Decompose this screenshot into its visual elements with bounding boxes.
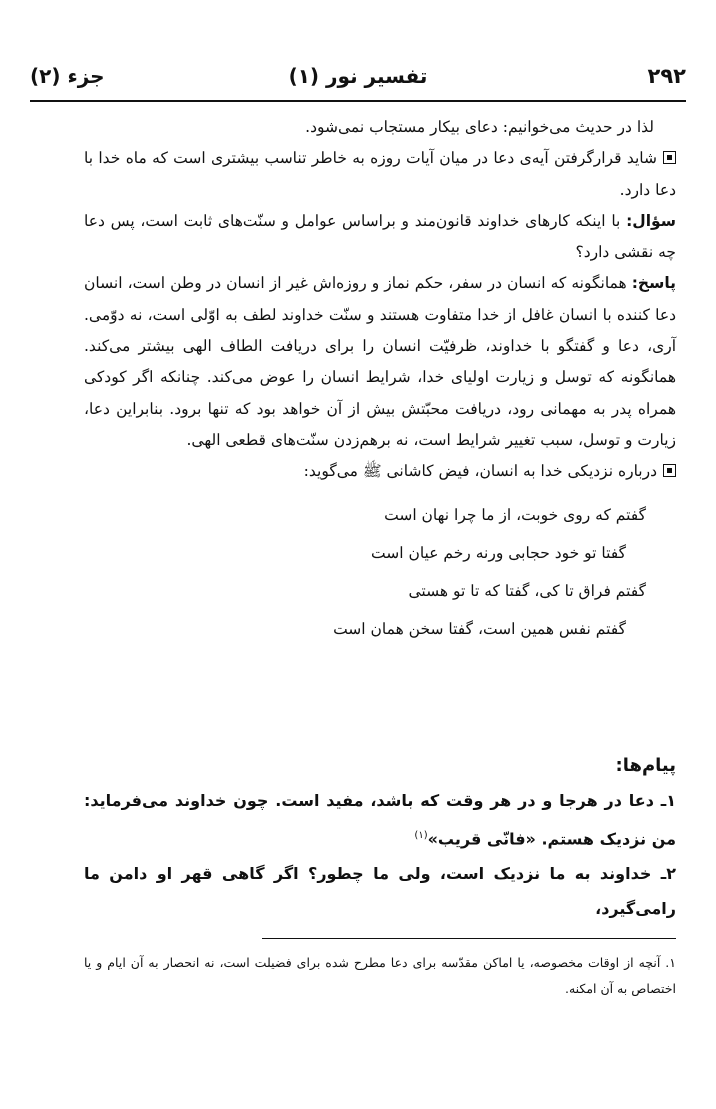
page-header <box>30 64 686 102</box>
paragraph-ramadan <box>84 143 676 206</box>
poem-line: گفتم نفس همین است، گفتا سخن همان است <box>333 619 626 638</box>
messages-section <box>84 748 676 926</box>
question-text: با اینکه کارهای خداوند قانون‌مند و براساس عوامل و سنّت‌های ثابت است، پس دعا چه نقشی دارد؟ <box>84 211 676 262</box>
header-rule <box>30 100 686 102</box>
message-2: ۲ـ خداوند به ما نزدیک است، ولی ما چطور؟ اگر گاهی قهر او دامن ما رامی‌گیرد، <box>84 864 676 919</box>
page-number: ۲۹۲ <box>647 64 686 88</box>
messages-title: پیام‌ها: <box>615 755 676 776</box>
paragraph-hadith: لذا در حدیث می‌خوانیم: دعای بیکار مستجاب نمی‌شود. <box>305 118 654 136</box>
question-paragraph <box>84 206 676 269</box>
poem-line: گفتم که روی خوبت، از ما چرا نهان است <box>384 505 646 524</box>
bullet-square-icon <box>663 151 676 164</box>
message-1 <box>84 783 676 856</box>
body-text <box>84 112 676 648</box>
answer-paragraph <box>84 268 676 456</box>
poem-line: گفتا تو خود حجابی ورنه رخم عیان است <box>371 543 626 562</box>
answer-label: پاسخ: <box>631 274 676 293</box>
paragraph-ramadan-text: شاید قرارگرفتن آیه‌ی دعا در میان آیات روزه به خاطر تناسب بیشتری است که ماه خدا با دعا دارد. <box>84 149 676 199</box>
poem-intro-text: درباره نزدیکی خدا به انسان، فیض کاشانی ﷺ می‌گوید: <box>303 462 657 481</box>
juz-label: جزء (۲) <box>30 64 105 88</box>
poem-intro <box>84 456 676 487</box>
footnote-ref: (۱) <box>414 830 428 841</box>
message-1-text: ۱ـ دعا در هرجا و در هر وقت که باشد، مفید است. چون خداوند می‌فرماید: من نزدیک هستم. «فانّی قریب» <box>84 791 676 849</box>
footnote <box>84 950 676 1002</box>
bullet-square-icon <box>663 464 676 477</box>
question-label: سؤال: <box>626 211 676 230</box>
poem-line: گفتم فراق تا کی، گفتا که تا تو هستی <box>408 581 646 600</box>
footnote-rule <box>262 938 676 939</box>
book-title: تفسیر نور (۱) <box>288 64 428 88</box>
answer-text: همانگونه که انسان در سفر، حکم نماز و روزه‌اش غیر از انسان در وطن است، انسان دعا کننده با انسان غافل از خدا متفاوت هستند و سنّت خداوند لطف به اوّلی است، نه دوّمی. آری، دعا و گفتگو با خداوند، ظرفیّت انسان را برای دریافت الطاف الهی بیشتر می‌کند. همانگونه که توسل و زیارت اولیای خدا، شرایط انسان را عوض می‌کند. چنانکه اگر کودکی همراه پدر به مهمانی رود، دریافت محبّتش بیش از آن خواهد بود که تنها برود. بنابراین دعا، زیارت و توسل، سبب تغییر شرایط است، نه برهم‌زدن سنّت‌های قطعی الهی. <box>84 274 676 449</box>
footnote-text: ۱. آنچه از اوقات مخصوصه، یا اماکن مقدّسه برای دعا مطرح شده برای فضیلت است، نه انحصار به آن ایام و یا اختصاص به آن امکنه. <box>84 955 676 996</box>
poem <box>84 496 676 648</box>
